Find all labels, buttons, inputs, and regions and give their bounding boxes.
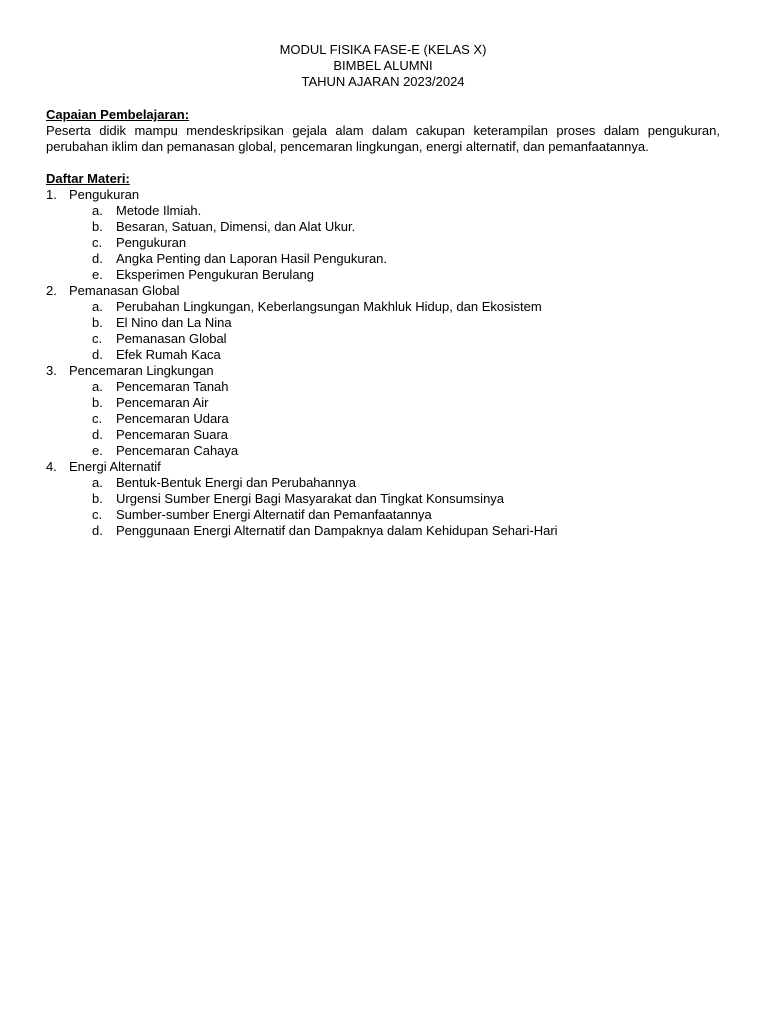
- capaian-title: Capaian Pembelajaran:: [46, 107, 190, 122]
- sub-item-label: Metode Ilmiah.: [116, 203, 202, 218]
- item-label: Pemanasan Global: [69, 283, 180, 298]
- sub-item: [46, 219, 720, 235]
- materi-section: [46, 171, 720, 539]
- sub-item-letter: b.: [92, 395, 103, 410]
- sub-item-label: Sumber-sumber Energi Alternatif dan Pemanfaatannya: [116, 507, 432, 522]
- sub-item: [46, 331, 720, 347]
- materi-item-energi-alternatif: [46, 459, 720, 475]
- sub-item: [46, 251, 720, 267]
- item-number: 2.: [46, 283, 57, 298]
- sub-item: [46, 267, 720, 283]
- sub-item-label: Pencemaran Suara: [116, 427, 229, 442]
- sub-item-label: El Nino dan La Nina: [116, 315, 232, 330]
- item-label: Energi Alternatif: [69, 459, 161, 474]
- sub-item: [46, 203, 720, 219]
- sub-item: [46, 379, 720, 395]
- sub-item-label: Perubahan Lingkungan, Keberlangsungan Makhluk Hidup, dan Ekosistem: [116, 299, 542, 314]
- capaian-text: Peserta didik mampu mendeskripsikan gejala alam dalam cakupan keterampilan proses dalam pengukuran, perubahan iklim dan pemanasan global, pencemaran lingkungan, energi alternatif, dan pemanfaatannya.: [46, 123, 720, 154]
- sub-item: [46, 523, 720, 539]
- sub-item-letter: d.: [92, 251, 103, 266]
- sub-item-letter: d.: [92, 347, 103, 362]
- sub-item-letter: c.: [92, 235, 103, 250]
- materi-item-pemanasan-global: [46, 283, 720, 299]
- sub-item: [46, 235, 720, 251]
- materi-list: [46, 187, 720, 539]
- sub-item-letter: c.: [92, 507, 103, 522]
- sub-item-letter: d.: [92, 523, 103, 538]
- sub-item-label: Pencemaran Tanah: [116, 379, 229, 394]
- sub-item-label: Eksperimen Pengukuran Berulang: [116, 267, 315, 282]
- header-subtitle: BIMBEL ALUMNI: [333, 58, 433, 73]
- sub-item-label: Angka Penting dan Laporan Hasil Pengukuran.: [116, 251, 388, 266]
- sub-item-label: Bentuk-Bentuk Energi dan Perubahannya: [116, 475, 356, 490]
- sub-item-label: Pencemaran Cahaya: [116, 443, 239, 458]
- sub-item: [46, 443, 720, 459]
- header-year: TAHUN AJARAN 2023/2024: [301, 74, 465, 89]
- materi-item-pengukuran: [46, 187, 720, 203]
- item-label: Pengukuran: [69, 187, 140, 202]
- sub-item: [46, 395, 720, 411]
- materi-title: Daftar Materi:: [46, 171, 130, 186]
- materi-item-pencemaran-lingkungan: [46, 363, 720, 379]
- sub-item-letter: e.: [92, 267, 103, 282]
- item-number: 3.: [46, 363, 57, 378]
- sub-item: [46, 427, 720, 443]
- sub-item-letter: b.: [92, 315, 103, 330]
- sub-item-label: Efek Rumah Kaca: [116, 347, 221, 362]
- sub-item-letter: a.: [92, 203, 103, 218]
- header-title: MODUL FISIKA FASE-E (KELAS X): [279, 42, 487, 57]
- item-label: Pencemaran Lingkungan: [69, 363, 214, 378]
- sub-item: [46, 507, 720, 523]
- sub-item-label: Urgensi Sumber Energi Bagi Masyarakat dan Tingkat Konsumsinya: [116, 491, 505, 506]
- item-number: 4.: [46, 459, 57, 474]
- sub-item-letter: c.: [92, 411, 103, 426]
- sub-item-label: Besaran, Satuan, Dimensi, dan Alat Ukur.: [116, 219, 356, 234]
- sub-item-letter: d.: [92, 427, 103, 442]
- sub-item-letter: b.: [92, 219, 103, 234]
- sub-item-label: Pencemaran Udara: [116, 411, 229, 426]
- sub-item-label: Pengukuran: [116, 235, 187, 250]
- sub-item-letter: a.: [92, 475, 103, 490]
- capaian-section: [46, 107, 720, 155]
- sub-item-label: Pemanasan Global: [116, 331, 227, 346]
- sub-item-letter: a.: [92, 299, 103, 314]
- sub-item: [46, 475, 720, 491]
- sub-item-label: Penggunaan Energi Alternatif dan Dampaknya dalam Kehidupan Sehari-Hari: [116, 523, 558, 538]
- sub-item-letter: a.: [92, 379, 103, 394]
- sub-item: [46, 491, 720, 507]
- sub-item-label: Pencemaran Air: [116, 395, 209, 410]
- sub-item: [46, 411, 720, 427]
- document-page: [46, 42, 720, 539]
- document-header: [46, 42, 720, 90]
- sub-item: [46, 347, 720, 363]
- sub-item-letter: b.: [92, 491, 103, 506]
- item-number: 1.: [46, 187, 57, 202]
- sub-item-letter: e.: [92, 443, 103, 458]
- sub-item: [46, 299, 720, 315]
- sub-item-letter: c.: [92, 331, 103, 346]
- sub-item: [46, 315, 720, 331]
